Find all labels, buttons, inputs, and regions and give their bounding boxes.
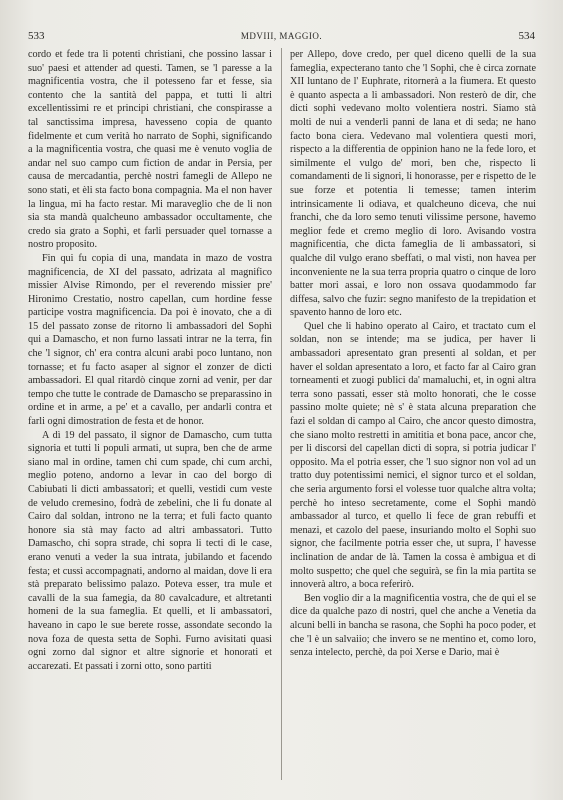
running-title: MDVIII, MAGGIO. — [240, 31, 323, 41]
page-number-left: 533 — [28, 30, 45, 42]
column-divider — [281, 48, 282, 780]
left-column — [28, 48, 272, 673]
paragraph: Quel che li habino operato al Cairo, et tractato cum el soldan, non se intende; ma se judica, per haver li ambassadori apresentato gran presenti al soldan, et per haver el soldan apresentato a loro, et facto far al Cairo gran torneamenti et zuogi publici da' mamaluchi, et, in ogni altra terra sono passati, esser stà molto honorati, che le cosse passino molte quiete; nè s' è stata alcuna preparation che fazi el soldan di campo al Cairo, che ancor questo dimostra, che siano molto restretti in amititia et bona pace, ancor che, per li discorsi del capellan dicti di sopra, si potria judicar l' opposito. Ma el potria esser, che 'l suo signor non vol ad un tratto duy potentissimi nemici, el signor turco et el soldan, che seria argumento forsi el volesse tuor qualche altra volta; perchè ho inteso secretamente, come el Sophì mandò ambassador al turco, et quello li fece de gran rebuffi et menazi, et cazolo del paese, insuriando molto el Sophì suo signor, che facilmente potria esser che, ut supra, l' havesse inclination de andar de là. Tamen la cossa è ambigua et di molto suspetto; che quel che seguirà, se fin la mia partita se innoverà altro, a boca referirò. — [290, 320, 536, 591]
paragraph: cordo et fede tra li potenti christiani, che possino lassar i suo' paesi et attender ad questi. Tamen, se 'l paresse a la magnificentia vostra, che il potesseno far et fesse, sia contento che la santità del pappa, et tutti li altri excellentissimi re et principi christiani, che conspirasse a tal sanctissima impresa, havesseno copia de quanto fidelmente et cum verità ho narrato de Sophì, significando a la magnificentia vostra, che quasi me è venuto voglia de andar nel suo campo cum fiction de andar in Persia, per causa de mercadantia, perchè nostri famegli de Allepo ne sono stati, et èli sta facto bona compagnia. Ma el non haver la lingua, mi ha facto restar. Mi maraveglio che de li non sia sta mandà qualcheuno ambassador occultamente, che credo sia grato a Sophì, et farli persuader quel tornasse a nostro proposito. — [28, 49, 272, 251]
paragraph: per Allepo, dove credo, per quel diceno quelli de la sua fameglia, expecterano tanto che 'l Sophì, che è circa zornate XII luntano de l' Euphrate, ritornerà a la fiumera. Et questo è quanto aspecta a li ambassadori. Non resterò de dir, che dicti sophì vedevano molto volentiera nostri. Siamo stà molti de nui a venderli panni de lana et di seda; ne hano facto bona ciera. Vedevano mal volentiera questi mori, rispecto a la differentia de oppinion hano ne la fede loro, et similmente el vulgo de' mori, ben che, rispecto li comandamenti de li signori, li honorasse, per e rispetto de le sue forze et potentia li temesse; tamen interim intrinsicamente li odiava, et qualcheuno diceva, che nui franchi, che da loro semo tenuti vilissime persone, havemo meglior fede et cremo meglio di loro. Avisando vostra magnificentia, che dicta fameglia de li ambassatori, si qualche dil vulgo erano sbeffati, o mal visti, non havea per inconveniente ne la sua terra propria quatro o cinque de loro batter mori assai, e loro non ossava quodammodo far diffesa, salvo che fuzir: segno manifesto de la trepidation et spavento hanno de loro etc. — [290, 49, 536, 319]
paragraph: Fin qui fu copia di una, mandata in mazo de vostra magnificencia, de XI del passato, adrizata al magnifico missier Alvise Rimondo, per el reverendo missier pre' Hironimo Crestatio, nostro capellan, cum hordine fesse participe vostra magnificencia. Da poi è inovato, che a dì 15 del passato zonse de ritorno li ambassadori del Sophì qui a Damascho, et non furno lassati intrar ne la terra, fin che 'l signor, ch' era contra alcuni arabi poco luntano, non tornasse; et fu facto asaper al signor el zonzer de dicti ambassadori. El qual ritardò cinque zorni ad venir, per dar tempo che tutte le contrade de Damascho se preparassino in ordine et in arme, a pe' et a cavallo, per andarli contra et farli ogni dimostration de festa et de honor. — [28, 252, 272, 428]
paragraph: Ben voglio dir a la magnificentia vostra, che de qui el se dice da qualche pazo di nostri, quel che anche a Venetia da alcuni belli in bancha se rasona, che Sophì ha poco poder, et che 'l è un salvaiio; che invero se ne mentino et, como loro, senza intelecto, perchè, da poi Xerse e Dario, mai è — [290, 592, 536, 659]
right-column — [290, 48, 536, 660]
paragraph: A dì 19 del passato, il signor de Damascho, cum tutta signoria et tutti li populi armati, ut supra, ben che de arme siano mal in ordine, tamen chi cum spade, chi cum archi, meglio poteno, andorno a levar in cao del borgo di Cabiubati li dicti ambassatori; et quelli, vestidi cum veste de veludo cremesino, fodrà de zebelini, che li fu donate al Cairo dal soldan, introno ne la terra; et fuli facto quanto honore sia stà may facto ad altri ambassatori. Tutto Damascho, chi sopra strade, chi sopra li tecti di le case, erano venuti a veder la sua intrata, jubilando et facendo festa; et cussì accompagnati, andorno al maidan, dove li era stà preparato belissimo palazo. Poteva esser, tra mule et cavalli de la sua famegia, da 80 cavalcadure, et altretanti homeni de la sua fameglia. Et quelli, et li ambassatori, haveano in capo le sue berete rosse, assondate secondo la nova foza de questa setta de Sophì. Furno avisitati quasi ogni zorno dal signor et altre signorie et honorati et accarezati. Et passati i zorni otto, sono partiti — [28, 429, 272, 672]
page-number-right: 534 — [518, 30, 535, 42]
page-header — [22, 30, 541, 44]
